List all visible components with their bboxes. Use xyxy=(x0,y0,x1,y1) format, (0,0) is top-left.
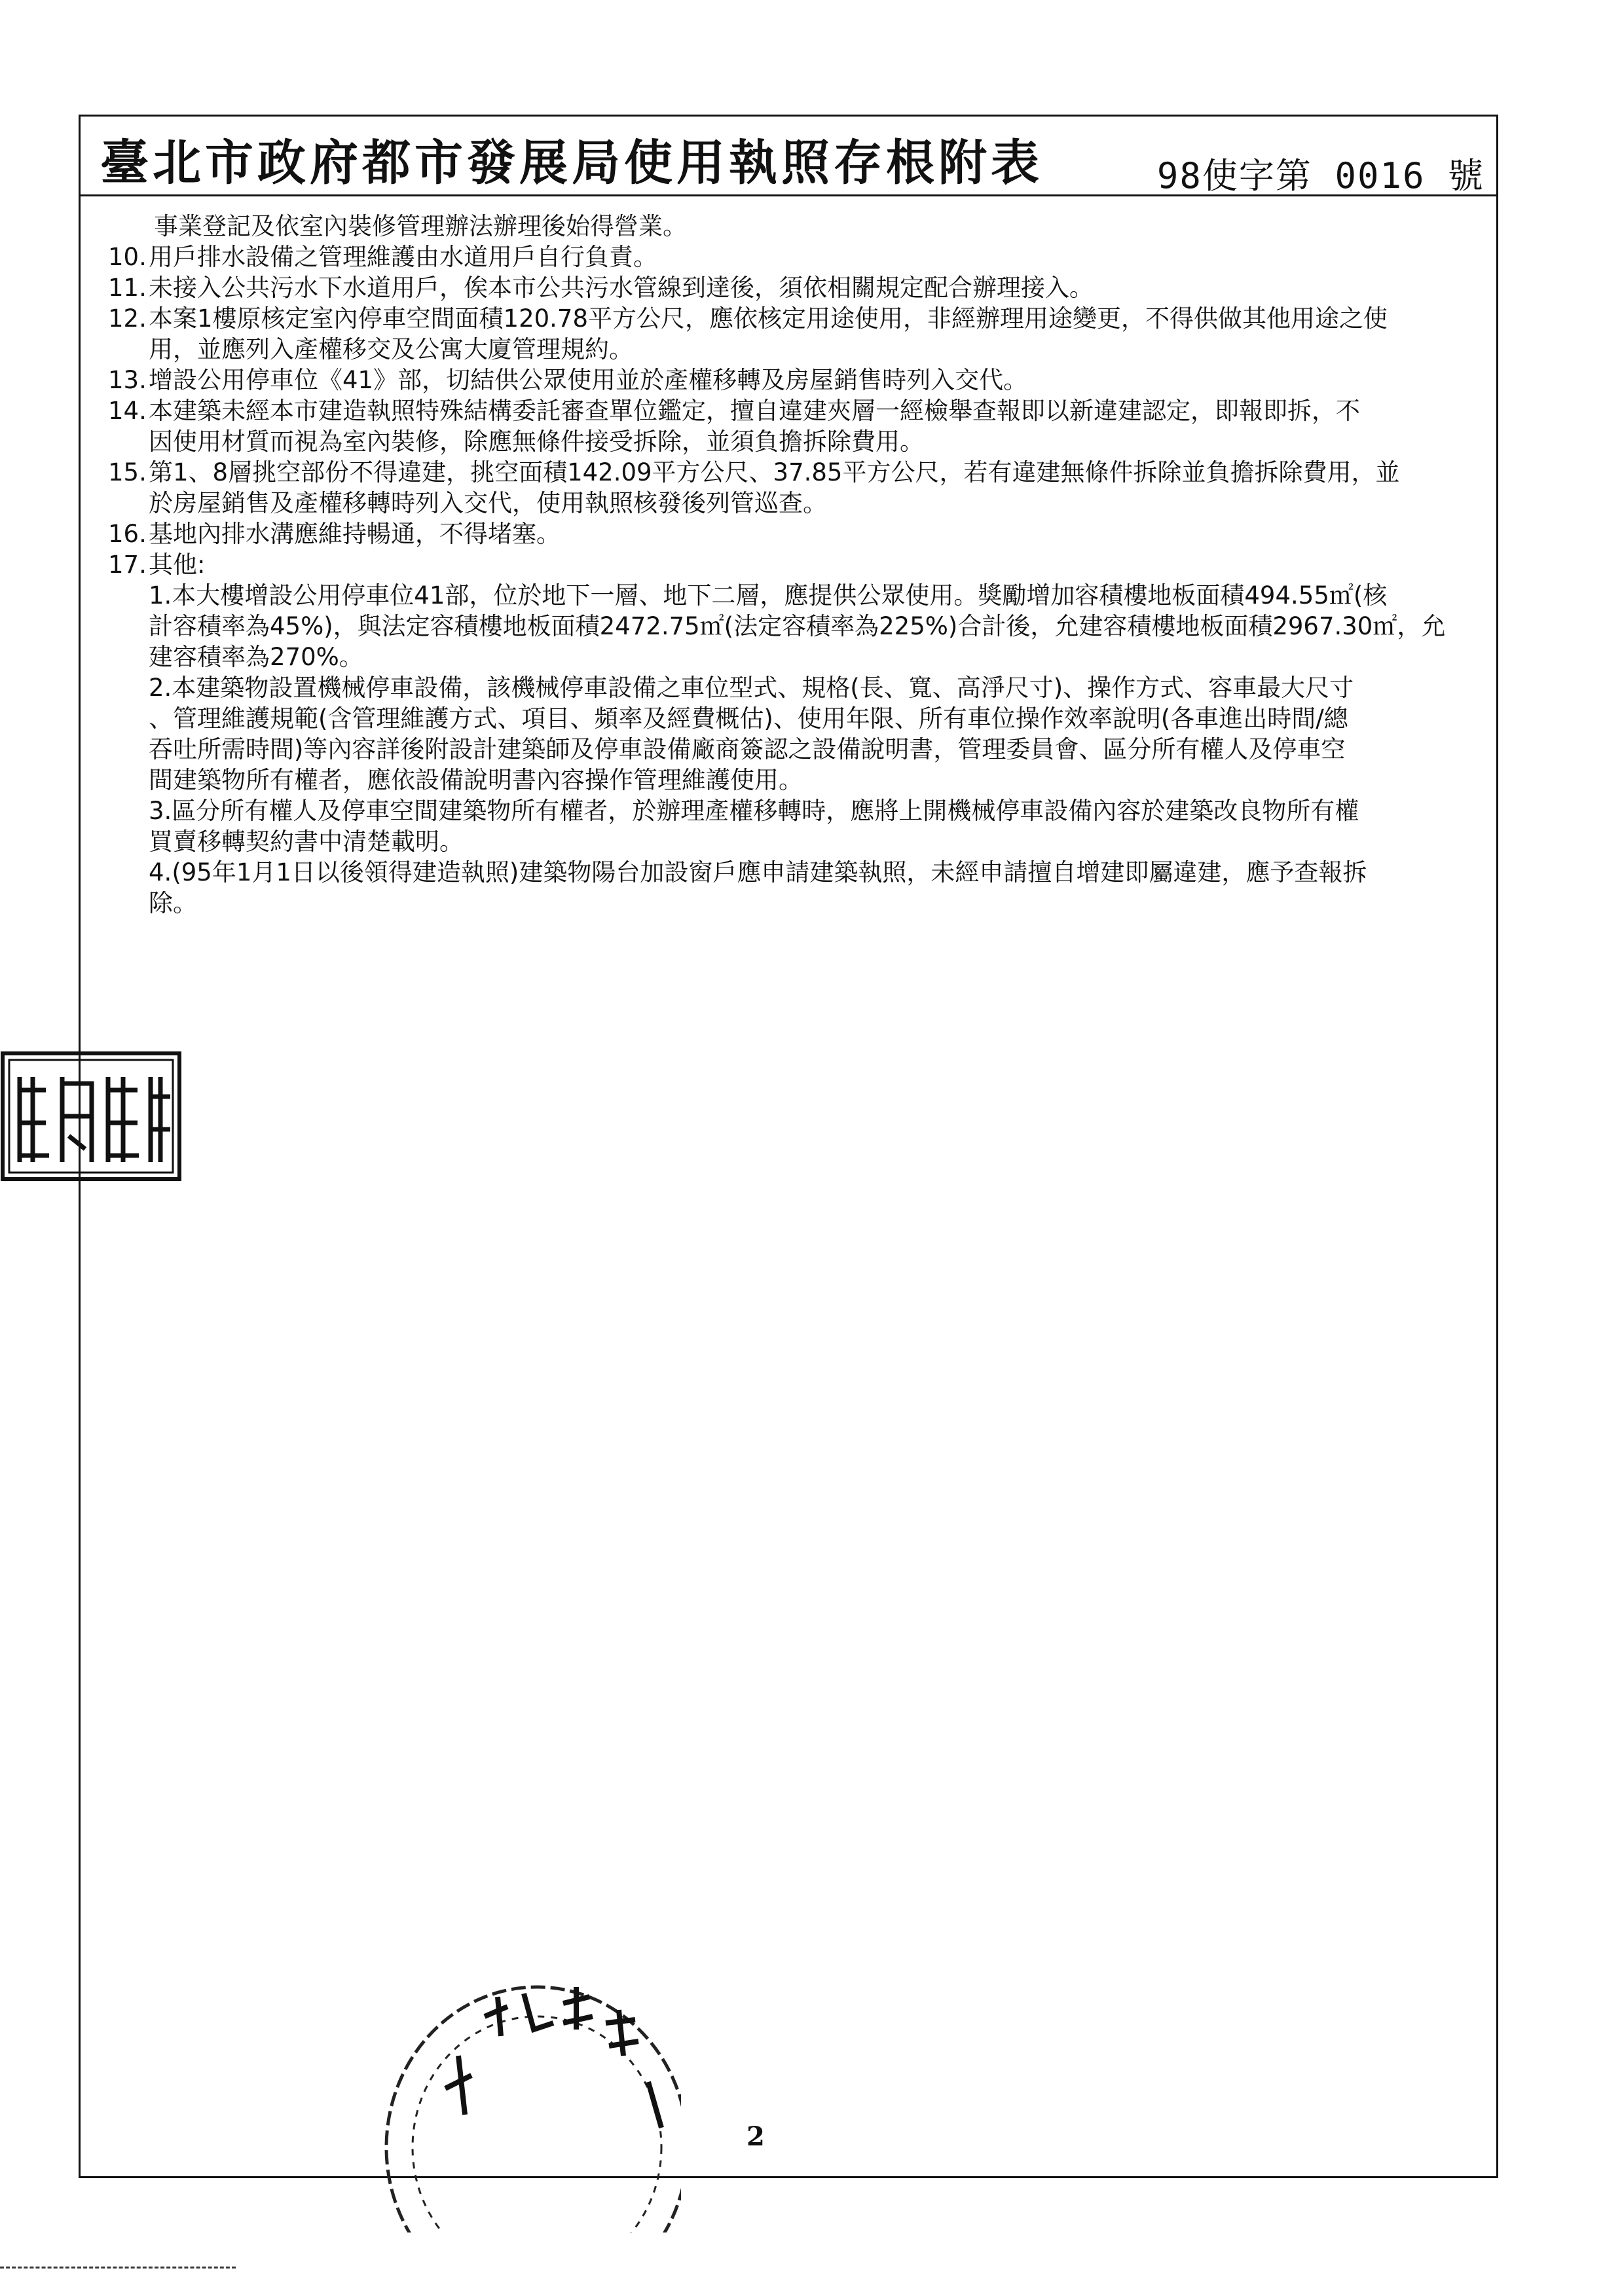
condition-text: 本建築未經本市建造執照特殊結構委託審查單位鑑定，擅自違建夾層一經檢舉查報即以新違建認定，即報即拆，不 xyxy=(149,397,1360,425)
page-number: 2 xyxy=(746,2121,765,2152)
condition-text: 第1、8層挑空部份不得違建，挑空面積142.09平方公尺、37.85平方公尺，若有違建無條件拆除並負擔拆除費用，並 xyxy=(149,458,1400,486)
condition-line xyxy=(108,488,1493,519)
scan-dash-line xyxy=(0,2267,236,2269)
other-condition-text: 本大樓增設公用停車位41部，位於地下一層、地下二層，應提供公眾使用。獎勵增加容積樓地板面積494.55㎡(核 xyxy=(172,581,1388,610)
other-condition-line xyxy=(108,611,1493,642)
other-condition-number: 2. xyxy=(149,674,172,702)
condition-text: 其他: xyxy=(149,551,206,579)
condition-line xyxy=(108,519,1493,549)
other-condition-line xyxy=(108,734,1493,765)
other-condition-line xyxy=(108,703,1493,734)
condition-number: 15. xyxy=(108,458,147,486)
other-condition-text: 本建築物設置機械停車設備，該機械停車設備之車位型式、規格(長、寬、高淨尺寸)、操作方式、容車最大尺寸 xyxy=(172,674,1354,702)
other-condition-text: (95年1月1日以後領得建造執照)建築物陽台加設窗戶應申請建築執照，未經申請擅自增建即屬違建，應予查報拆 xyxy=(172,858,1367,886)
condition-list xyxy=(108,242,1493,580)
header-band xyxy=(81,117,1496,196)
condition-number xyxy=(108,334,149,365)
condition-number: 14. xyxy=(108,397,147,425)
condition-text: 用，並應列入產權移交及公寓大廈管理規約。 xyxy=(149,335,633,363)
condition-number xyxy=(108,488,149,519)
condition-line xyxy=(108,272,1493,303)
other-condition-text: 吞吐所需時間)等內容詳後附設計建築師及停車設備廠商簽認之設備說明書，管理委員會、區分所有權人及停車空 xyxy=(149,735,1346,763)
condition-line xyxy=(108,334,1493,365)
document-body xyxy=(108,211,1493,919)
other-conditions-list xyxy=(108,580,1493,919)
continued-line: 事業登記及依室內裝修管理辦法辦理後始得營業。 xyxy=(154,212,687,240)
condition-text: 本案1樓原核定室內停車空間面積120.78平方公尺，應依核定用途使用，非經辦理用途變更，不得供做其他用途之使 xyxy=(149,304,1388,333)
condition-line xyxy=(108,303,1493,334)
other-condition-text: 間建築物所有權者，應依設備說明書內容操作管理維護使用。 xyxy=(149,766,803,794)
other-condition-number: 3. xyxy=(149,797,172,825)
other-condition-text: 區分所有權人及停車空間建築物所有權者，於辦理產權移轉時，應將上開機械停車設備內容於建築改良物所有權 xyxy=(172,797,1359,825)
other-condition-line xyxy=(108,765,1493,795)
condition-line xyxy=(108,457,1493,488)
condition-line xyxy=(108,365,1493,395)
condition-text: 增設公用停車位《41》部，切結供公眾使用並於產權移轉及房屋銷售時列入交代。 xyxy=(149,366,1028,394)
other-condition-line xyxy=(108,580,1493,611)
other-condition-text: 計容積率為45%)，與法定容積樓地板面積2472.75㎡(法定容積率為225%)合計後，允建容積樓地板面積2967.30㎡，允 xyxy=(149,612,1446,640)
other-condition-line xyxy=(108,795,1493,826)
condition-number: 17. xyxy=(108,551,147,579)
other-condition-line xyxy=(108,826,1493,857)
other-condition-number: 1. xyxy=(149,581,172,610)
permit-number: 98使字第 0016 號 xyxy=(1156,155,1484,196)
other-condition-line xyxy=(108,857,1493,888)
other-condition-line xyxy=(108,888,1493,919)
condition-number: 11. xyxy=(108,274,147,302)
condition-line xyxy=(108,549,1493,580)
other-condition-text: 建容積率為270%。 xyxy=(149,643,363,671)
other-condition-text: 買賣移轉契約書中清楚載明。 xyxy=(149,828,464,856)
condition-line xyxy=(108,426,1493,457)
condition-number: 10. xyxy=(108,243,147,271)
condition-text: 用戶排水設備之管理維護由水道用戶自行負責。 xyxy=(149,243,657,271)
other-condition-text: 除。 xyxy=(149,889,197,917)
condition-text: 因使用材質而視為室內裝修，除應無條件接受拆除，並須負擔拆除費用。 xyxy=(149,428,924,456)
condition-text: 基地內排水溝應維持暢通，不得堵塞。 xyxy=(149,520,561,548)
condition-line xyxy=(108,242,1493,272)
other-condition-line xyxy=(108,642,1493,672)
side-stamp xyxy=(0,1051,182,1182)
condition-line xyxy=(108,395,1493,426)
condition-text: 未接入公共污水下水道用戶，俟本市公共污水管線到達後，須依相關規定配合辦理接入。 xyxy=(149,274,1094,302)
condition-number: 13. xyxy=(108,366,147,394)
other-condition-number: 4. xyxy=(149,858,172,886)
other-condition-text: 、管理維護規範(含管理維護方式、項目、頻率及經費概估)、使用年限、所有車位操作效率說明(各車進出時間/總 xyxy=(149,704,1348,733)
condition-number: 16. xyxy=(108,520,147,548)
condition-text: 於房屋銷售及產權移轉時列入交代，使用執照核發後列管巡查。 xyxy=(149,489,827,517)
round-stamp xyxy=(367,1958,681,2232)
condition-number: 12. xyxy=(108,304,147,333)
condition-number xyxy=(108,426,149,457)
document-title: 臺北市政府都市發展局使用執照存根附表 xyxy=(100,135,1043,191)
other-condition-line xyxy=(108,672,1493,703)
